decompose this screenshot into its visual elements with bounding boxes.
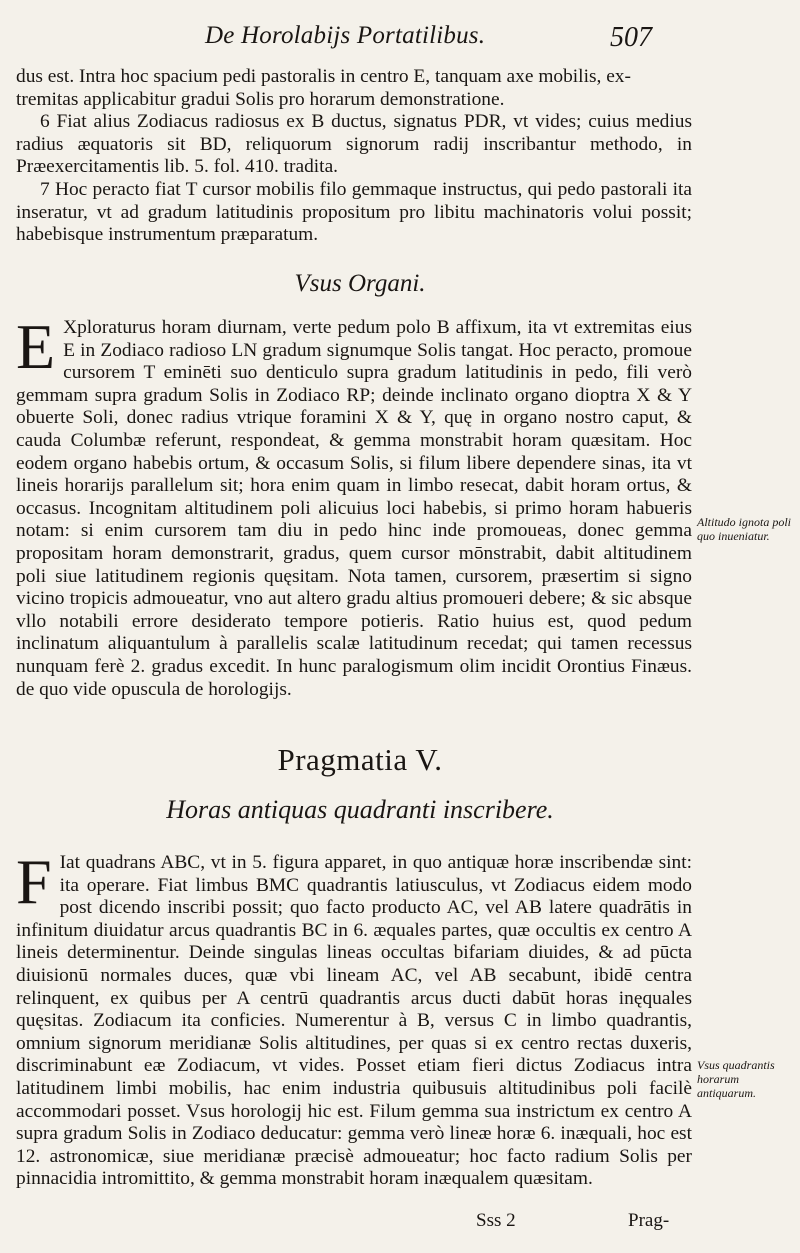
text-line: dus est. Intra hoc spacium pedi pastoralis in centro E, tanquam axe mobilis, ex- xyxy=(16,66,631,87)
item-6: 6 Fiat alius Zodiacus radiosus ex B ductus, signatus PDR, vt vides; cuius medius radius æquatoris sit BD, reliquorum signorum radij inscribantur methodo, in Præexercitamentis lib. 5. fol. 410. tradita. xyxy=(16,111,692,178)
item-7: 7 Hoc peracto fiat T cursor mobilis filo gemmaque instructus, qui pedo pastorali ita inseratur, vt ad gradum latitudinis propositum pro libitu machinatoris volui possit; habebisque instrumentum præparatum. xyxy=(16,178,692,246)
drop-cap: E xyxy=(16,311,56,382)
drop-cap: F xyxy=(16,846,52,917)
catchword: Prag- xyxy=(628,1210,670,1231)
paragraph-text: Xploraturus horam diurnam, verte pedum polo B affixum, ita vt extremitas eius E in Zodiaco radioso LN gradum signumque Solis tangat. Hoc peracto, promoue cursorem T eminēti suo denticulo supra gradum latitudinis in pedo, fili verò gemmam supra gradum Solis in Zodiaco RP; deinde inclinato organo dioptra X & Y obuerte Soli, donec radius vtrique foramini X & Y, quę in organo nostro caput, & cauda Columbæ referunt, respondeat, & gemma monstrabit horam quæsitam. Hoc eodem organo habebis ortum, & occasum Solis, si filum libere dependere sinas, ita vt lineis horarijs parallelum sit; hora enim quam in limbo resecat, dabit horam ortus, & occasus. Incognitam altitudinem poli alicuius loci habebis, si primo horam habueris notam: si enim cursorem tam diu in pedo hinc inde promoueas, donec gemma propositam horam demonstrarit, gradus, quem cursor mōnstrabit, dabit altitudinem poli siue latitudinem regionis quęsitam. Nota tamen, cursorem, præsertim si signo vicino tropicis admoueatur, vno aut altero gradu altius promoueri debere; & sic absque vllo notabili errore desiderato tempore potieris. Ratio huius est, quod pedum inclinatum aliquantulum à parallelis scalæ latitudinum recedat; qui tamen recessus nunquam ferè 2. gradus excedit. In hunc paralogismum olim incidit Orontius Finæus. de quo vide opuscula de horologijs. xyxy=(16,317,692,700)
body-text-top xyxy=(16,66,692,247)
text-line: tremitas applicabitur gradui Solis pro horarum demonstratione. xyxy=(16,88,505,110)
page-header xyxy=(0,20,800,56)
page-footer xyxy=(0,1206,800,1240)
page-number: 507 xyxy=(610,22,652,53)
paragraph-text: Iat quadrans ABC, vt in 5. figura apparet, in quo antiquæ horæ inscribendæ sint: ita operare. Fiat limbus BMC quadrantis latiusculus, vt Zodiacus eidem modo post dicendo inscribi possit; quo facto producto AC, vel AB latere quadrātis in infinitum diuidatur arcus quadrantis BC in 6. æquales partes, quæ occultis ex centro A lineis determinentur. Deinde singulas lineas occultas bifariam diuides, & ad pūcta diuisionū normales duces, quæ vbi lineam AC, vel AB secabunt, ibidē centra relinquent, ex quibus per A centrū quadrantis arcus ducti dabūt horas inęquales quęsitas. Zodiacum ita conficies. Numerentur à B, versus C in limbo quadrantis, omnium signorum meridianæ Solis altitudines, per quas si ex centro rectas duxeris, discriminabunt eæ Zodiacum, vt vides. Posset etiam fieri dictus Zodiacus intra latitudinem limbi mobilis, hac enim industria quibusuis altitudinibus poli facilè accommodari posset. Vsus horologij hic est. Filum gemma sua instrictum ex centro A supra gradum Solis in Zodiaco deducatur: gemma verò lineæ horæ 6. inæquali, hoc est 12. astronomicæ, siue meridianæ præcisè admoueatur; hoc facto radium Solis per pinnacidia intromittito, & gemma monstrabit horam inæqualem quæsitam. xyxy=(16,852,692,1190)
signature-mark: Sss 2 xyxy=(476,1210,516,1231)
usus-organi-heading: Vsus Organi. xyxy=(294,270,426,297)
running-title: De Horolabijs Portatilibus. xyxy=(205,22,486,49)
pragmatia-subheading: Horas antiquas quadranti inscribere. xyxy=(166,795,554,824)
margin-note-altitudo: Altitudo ignota poli quo inueniatur. xyxy=(697,515,792,543)
pragmatia-heading: Pragmatia V. xyxy=(277,742,443,777)
margin-note-vsus: Vsus quadrantis horarum antiquarum. xyxy=(697,1058,775,1100)
usus-organi-paragraph xyxy=(16,311,692,701)
pragmatia-paragraph xyxy=(16,846,692,1191)
